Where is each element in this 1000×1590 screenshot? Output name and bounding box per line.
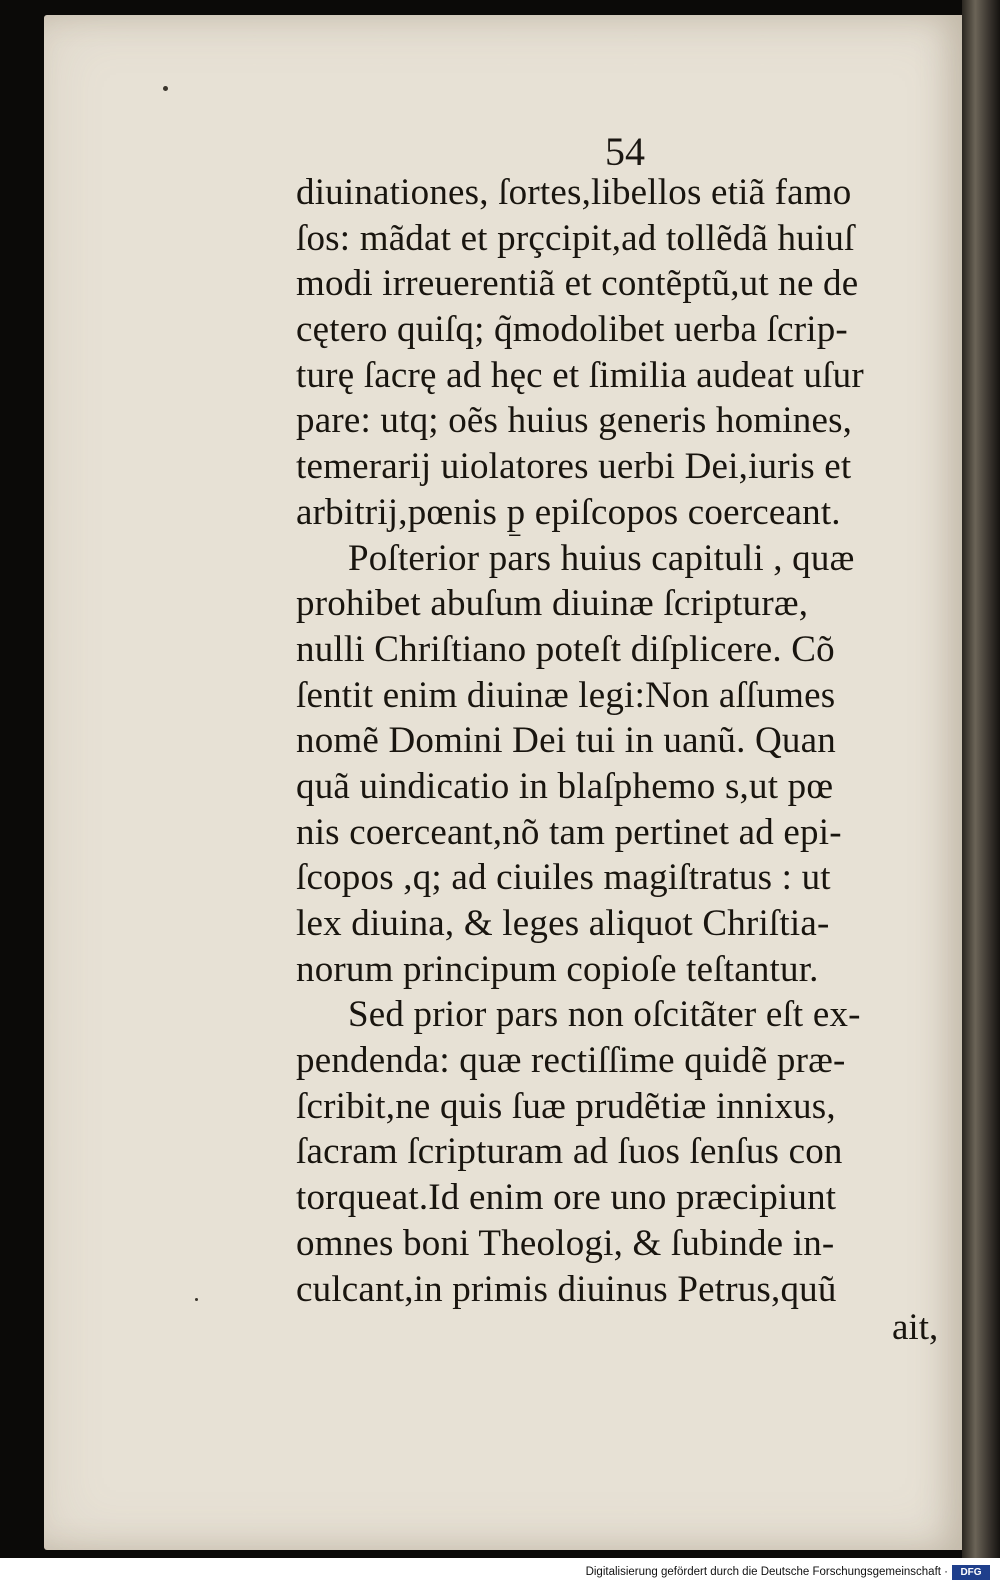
text-line: temerarij uiolatores uerbi Dei,iuris et [296, 446, 852, 488]
text-line: pare: utq; oẽs huius generis homines, [296, 400, 853, 442]
text-line: prohibet abuſum diuinæ ſcripturæ, [296, 583, 809, 625]
text-line: nomẽ Domini Dei tui in uanũ. Quan [296, 720, 836, 762]
text-line: norum principum copioſe teſtantur. [296, 948, 819, 990]
page-number: 54 [605, 129, 645, 174]
text-line: pendenda: quæ rectiſſime quidẽ præ- [296, 1040, 846, 1082]
text-line: lex diuina, & leges aliquot Chriſtia- [296, 903, 830, 944]
ink-speck [163, 86, 168, 91]
text-line: modi irreuerentiã et contẽptũ,ut ne de [296, 263, 859, 305]
text-line: omnes boni Theologi, & ſubinde in- [296, 1222, 835, 1264]
text-line: arbitrij,pœnis p̱ epiſcopos coerceant. [296, 491, 841, 533]
catchword: ait, [892, 1307, 939, 1348]
text-block [296, 170, 956, 1312]
text-line: torqueat.Id enim ore uno præcipiunt [296, 1177, 837, 1219]
text-line: ſentit enim diuinæ legi:Non aſſumes [296, 674, 836, 716]
text-line: ſcribit,ne quis ſuæ prudẽtiæ innixus, [296, 1085, 836, 1127]
text-line: ſcopos ,q; ad ciuiles magiſtratus : ut [296, 857, 831, 899]
text-line: diuinationes, ſortes,libellos etiã famo [296, 172, 852, 213]
text-line: turę ſacrę ad hęc et ſimilia audeat uſur [296, 354, 864, 396]
paragraph-start-line: Poſterior pars huius capituli , quæ [348, 537, 855, 579]
text-line: nis coerceant,nõ tam pertinet ad epi- [296, 811, 842, 853]
text-line: ſacram ſcripturam ad ſuos ſenſus con [296, 1131, 843, 1173]
text-line: quã uindicatio in blaſphemo s,ut pœ [296, 765, 834, 807]
text-line: cętero quiſq; q̃modolibet uerba ſcrip- [296, 309, 848, 351]
footer-bar [0, 1558, 1000, 1590]
funding-credit: Digitalisierung gefördert durch die Deutsche Forschungsgemeinschaft · [585, 1566, 948, 1578]
text-line: nulli Chriſtiano poteſt diſplicere. Cõ [296, 628, 835, 670]
text-line: ſos: mãdat et prçcipit,ad tollẽdã huiuſ [296, 217, 855, 259]
dfg-logo: DFG [952, 1565, 990, 1580]
book-spine [962, 0, 1000, 1558]
paragraph-start-line: Sed prior pars non oſcitãter eſt ex- [348, 994, 861, 1036]
ink-speck [195, 1298, 198, 1301]
text-line: culcant,in primis diuinus Petrus,quũ [296, 1268, 837, 1310]
